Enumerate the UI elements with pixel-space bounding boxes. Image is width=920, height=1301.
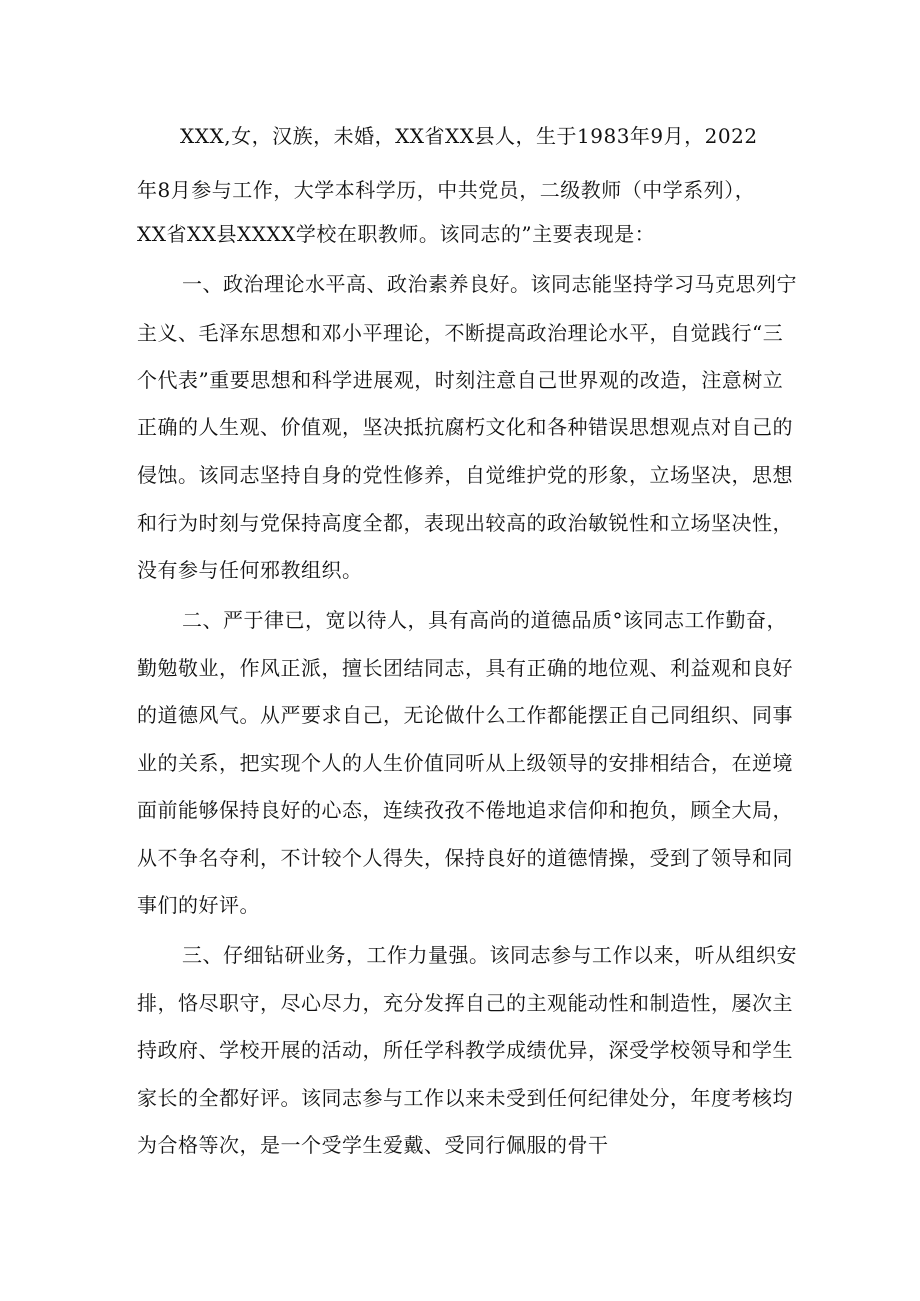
text-line: 面前能够保持良好的心态，连续孜孜不倦地追求信仰和抱负，顾全大局， [137, 798, 793, 822]
text-line: 二、严于律已，宽以待人，具有高尚的道德品质°该同志工作勤奋， [182, 608, 787, 632]
text-line: 个代表”重要思想和科学进展观，时刻注意自己世界观的改造，注意树立 [137, 368, 784, 392]
text-line: 主义、毛泽东思想和邓小平理论，不断提高政治理论水平，自觉践行“三 [137, 321, 784, 345]
text-line: 年8月参与工作，大学本科学历，中共党员，二级教师（中学系列）， [137, 178, 756, 202]
text-line: 为合格等次，是一个受学生爱戴、受同行佩服的骨干 [137, 1133, 609, 1157]
text-line: 业的关系，把实现个人的人生价值同听从上级领导的安排相结合，在逆境 [137, 751, 793, 775]
text-line: 排，恪尽职守，尽心尽力，充分发挥自己的主观能动性和制造性，屡次主 [137, 991, 793, 1015]
text-line: 侵蚀。该同志坚持自身的党性修养，自觉维护党的形象，立场坚决，思想 [137, 463, 793, 487]
text-line: 正确的人生观、价值观，坚决抵抗腐朽文化和各种错误思想观点对自己的 [137, 415, 793, 439]
text-line: 持政府、学校开展的活动，所任学科教学成绩优异，深受学校领导和学生 [137, 1038, 793, 1062]
text-line: 三、仔细钻研业务，工作力量强。该同志参与工作以来，听从组织安 [182, 943, 797, 967]
text-line: 的道德风气。从严要求自己，无论做什么工作都能摆正自己同组织、同事 [137, 703, 793, 727]
text-line: 和行为时刻与党保持高度全都，表现出较高的政治敏锐性和立场坚决性， [137, 511, 793, 535]
text-line: XXX,女，汉族，未婚，XX省XX县人，生于1983年9月，2022 [180, 124, 758, 148]
text-line: XX省XX县XXXX学校在职教师。该同志的”主要表现是： [137, 222, 656, 246]
text-line: 从不争名夺利，不计较个人得失，保持良好的道德情操，受到了领导和同 [137, 846, 793, 870]
text-line: 勤勉敬业，作风正派，擅长团结同志，具有正确的地位观、利益观和良好 [137, 656, 793, 680]
text-line: 一、政治理论水平高、政治素养良好。该同志能坚持学习马克思列宁 [182, 272, 797, 296]
text-line: 事们的好评。 [137, 893, 260, 917]
text-line: 没有参与任何邪教组织。 [137, 558, 363, 582]
text-line: 家长的全都好评。该同志参与工作以来未受到任何纪律处分，年度考核均 [137, 1086, 793, 1110]
